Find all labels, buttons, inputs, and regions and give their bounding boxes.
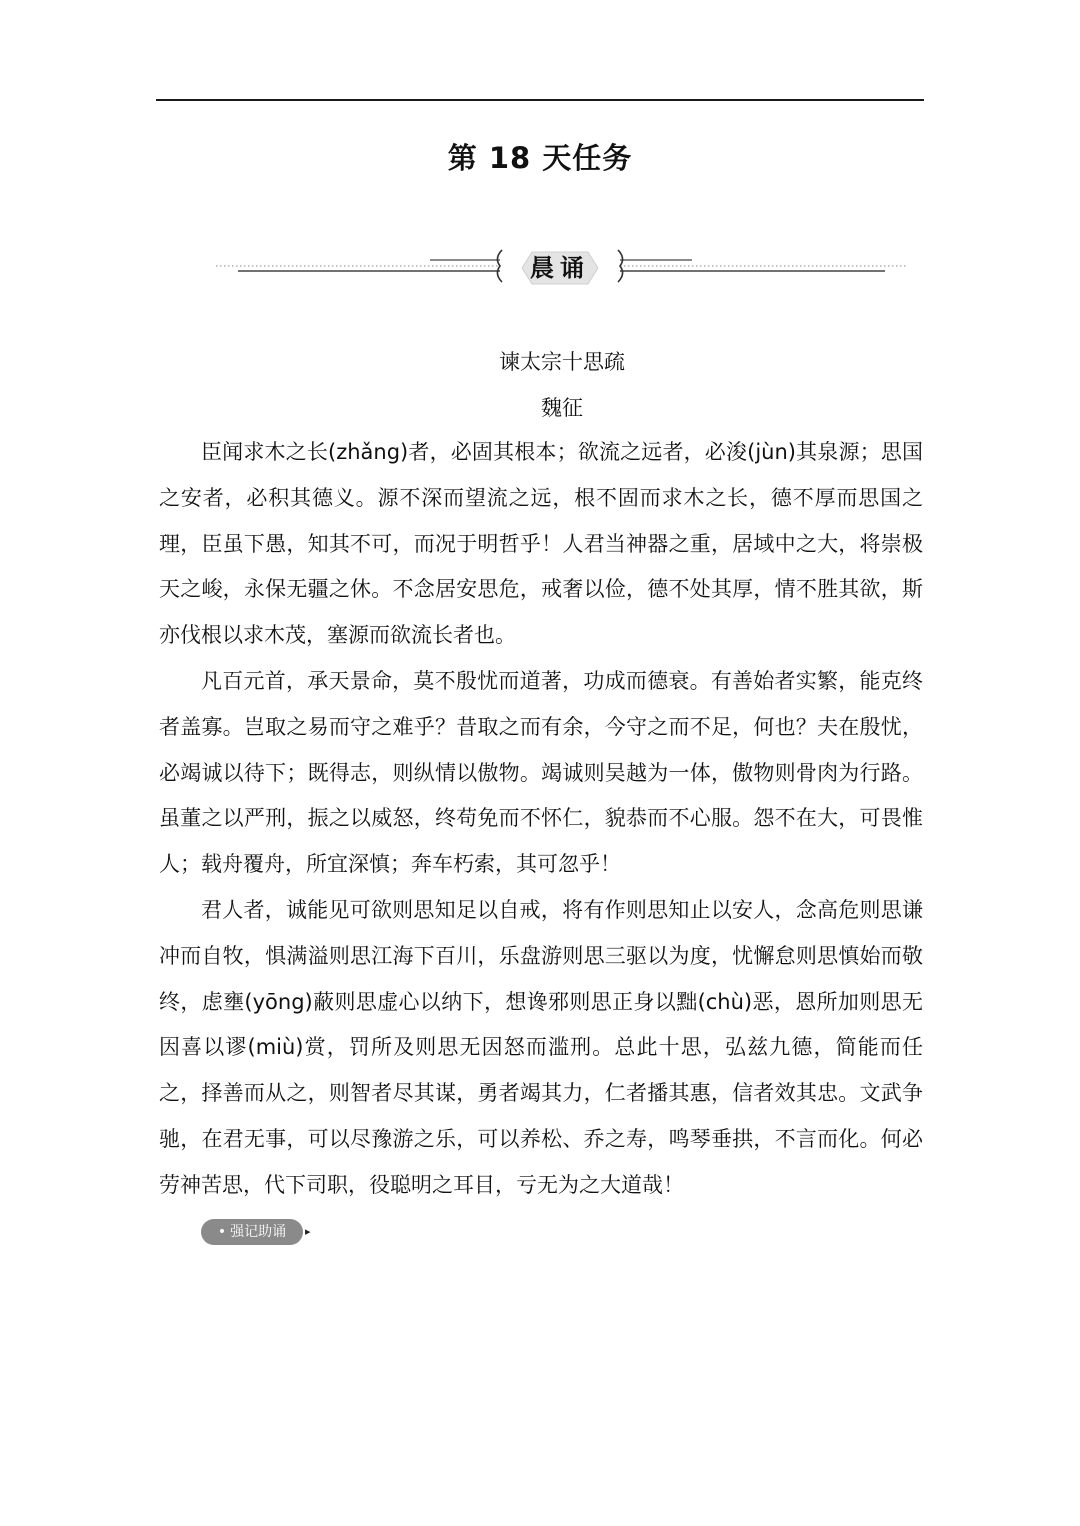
poem-paragraph: 凡百元首，承天景命，莫不殷忧而道著，功成而德衰。有善始者实繁，能克终者盖寡。岂取之易而守之难乎？昔取之而有余，今守之而不足，何也？夫在殷忧，必竭诚以待下；既得志，则纵情以傲物。竭诚则吴越为一体，傲物则骨肉为行路。虽董之以严刑，振之以威怒，终苟免而不怀仁，貌恭而不心服。怨不在大，可畏惟人；载舟覆舟，所宜深慎；奔车朽索，其可忽乎！ bbox=[159, 668, 923, 877]
poem-author: 魏征 bbox=[541, 396, 583, 420]
poem-title: 谏太宗十思疏 bbox=[499, 350, 625, 374]
section-banner bbox=[210, 244, 910, 292]
play-arrow-icon[interactable]: ▸ bbox=[305, 1225, 311, 1238]
page-title: 第 18 天任务 bbox=[447, 141, 633, 175]
top-rule bbox=[156, 99, 924, 101]
memorize-aid-label: 强记助诵 bbox=[230, 1224, 287, 1240]
section-label: 晨诵 bbox=[530, 253, 590, 282]
poem-body bbox=[159, 430, 923, 1209]
bullet-icon: • bbox=[217, 1224, 227, 1240]
memorize-aid-badge[interactable] bbox=[201, 1219, 303, 1245]
poem-paragraph: 臣闻求木之长(zhǎng)者，必固其根本；欲流之远者，必浚(jùn)其泉源；思国之安者，必积其德义。源不深而望流之远，根不固而求木之长，德不厚而思国之理，臣虽下愚，知其不可，而况于明哲乎！人君当神器之重，居域中之大，将崇极天之峻，永保无疆之休。不念居安思危，戒奢以俭，德不处其厚，情不胜其欲，斯亦伐根以求木茂，塞源而欲流长者也。 bbox=[159, 440, 923, 648]
poem-paragraph: 君人者，诚能见可欲则思知足以自戒，将有作则思知止以安人，念高危则思谦冲而自牧，惧满溢则思江海下百川，乐盘游则思三驱以为度，忧懈怠则思慎始而敬终，虑壅(yōng)蔽则思虚心以纳下，想谗邪则思正身以黜(chù)恶，恩所加则思无因喜以谬(miù)赏，罚所及则思无因怒而滥刑。总此十思，弘兹九德，简能而任之，择善而从之，则智者尽其谋，勇者竭其力，仁者播其惠，信者效其忠。文武争驰，在君无事，可以尽豫游之乐，可以养松、乔之寿，鸣琴垂拱，不言而化。何必劳神苦思，代下司职，役聪明之耳目，亏无为之大道哉！ bbox=[159, 897, 923, 1197]
